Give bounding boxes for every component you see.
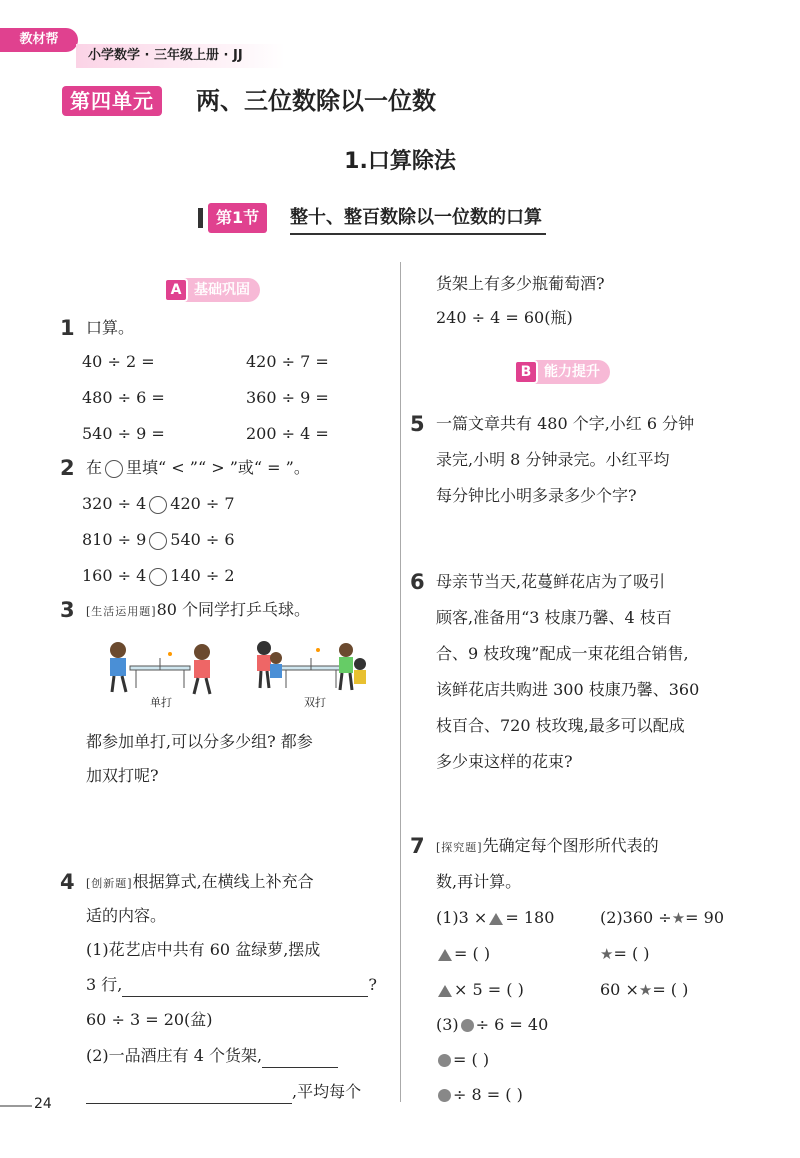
page-number: 24: [34, 1096, 52, 1112]
q6-line: 枝百合、720 枝玫瑰,最多可以配成: [436, 716, 685, 735]
star-icon: ★: [600, 945, 614, 963]
q7-tri-x5-eq: × 5 = ( ): [454, 980, 524, 999]
q4-line2: 适的内容。: [86, 906, 167, 925]
q6-line: 合、9 枝玫瑰”配成一束花组合销售,: [436, 644, 689, 663]
subject-label: 小学数学 · 三年级上册 · JJ: [76, 44, 308, 68]
q1-text: 口算。: [86, 318, 135, 337]
circle-blank: [105, 460, 123, 478]
q7-p1-label: (1)3 ×: [436, 908, 488, 927]
q4-p2-line2-post: ,平均每个: [292, 1082, 362, 1101]
q4-p1-line2-pre: 3 行,: [86, 975, 123, 994]
q7-star-eq: = ( ): [613, 944, 650, 963]
triangle-icon: [438, 949, 452, 961]
q7-star-60-eq: = ( ): [652, 980, 689, 999]
q2-number: 2: [60, 456, 75, 480]
q1-number: 1: [60, 316, 75, 340]
q4-line1-text: 根据算式,在横线上补充合: [132, 872, 314, 891]
triangle-icon: [489, 913, 503, 925]
circle-icon: [438, 1054, 451, 1067]
answer-line[interactable]: [86, 1085, 292, 1104]
q5-line: 一篇文章共有 480 个字,小红 6 分钟: [436, 414, 695, 433]
q7-p1-eq: = 180: [505, 908, 555, 927]
section-b-letter: B: [514, 360, 538, 384]
q1-item: 360 ÷ 9 =: [246, 388, 329, 407]
section-b-label: 能力提升: [544, 364, 600, 380]
q7-dot-answer: [436, 1048, 489, 1072]
triangle-icon: [438, 985, 452, 997]
q4-p2-line2: [86, 1080, 361, 1104]
q7-line2: 数,再计算。: [436, 872, 522, 891]
q1-item: 420 ÷ 7 =: [246, 352, 329, 371]
q7-star-60: [600, 978, 688, 1002]
circle-icon: [461, 1019, 474, 1032]
q2-left: 810 ÷ 9: [82, 530, 147, 549]
q7-dot-div8-eq: ÷ 8 = ( ): [453, 1085, 523, 1104]
q3-text: [86, 598, 310, 624]
double-play-illustration: [252, 636, 370, 698]
q7-p3-eq: ÷ 6 = 40: [475, 1015, 549, 1034]
q3-tag: [生活运用题]: [86, 605, 157, 618]
q2-text-post: 里填“ < ”“ > ”或“ = ”。: [126, 458, 310, 477]
q7-p3-label: (3): [436, 1015, 459, 1034]
column-divider: [400, 262, 401, 1102]
q6-number: 6: [410, 570, 425, 594]
q7-tag: [探究题]: [436, 841, 483, 854]
single-play-illustration: [100, 636, 220, 698]
q7-star-60-label: 60 ×: [600, 980, 639, 999]
q1-item: 540 ÷ 9 =: [82, 424, 165, 443]
circle-icon: [438, 1089, 451, 1102]
q2-left: 320 ÷ 4: [82, 494, 147, 513]
section-a-label: 基础巩固: [194, 282, 250, 298]
compare-circle[interactable]: [149, 496, 167, 514]
q7-tri-answer: [436, 942, 490, 966]
compare-circle[interactable]: [149, 568, 167, 586]
lesson-tag: 第1节: [208, 203, 267, 233]
q2-row: [82, 492, 235, 516]
q2-text-pre: 在: [86, 458, 103, 477]
lesson-bar-decoration: [198, 208, 203, 228]
q7-dot-div8: [436, 1083, 523, 1107]
caption-double: 双打: [304, 696, 326, 709]
q7-tri-x5: [436, 978, 524, 1002]
q2-text: [86, 456, 310, 480]
q7-number: 7: [410, 834, 425, 858]
q4-p2-line1-text: (2)一品酒庄有 4 个货架,: [86, 1046, 263, 1065]
q2-right: 540 ÷ 6: [170, 530, 235, 549]
q2-left: 160 ÷ 4: [82, 566, 147, 585]
q4-tag: [创新题]: [86, 877, 133, 890]
q3-line2: 加双打呢?: [86, 766, 159, 785]
q1-item: 40 ÷ 2 =: [82, 352, 155, 371]
star-icon: ★: [671, 909, 686, 927]
q4-p1-line1: (1)花艺店中共有 60 盆绿萝,摆成: [86, 940, 321, 959]
q1-item: 480 ÷ 6 =: [82, 388, 165, 407]
q7-p2-label: (2)360 ÷: [600, 908, 672, 927]
q3-line1: 都参加单打,可以分多少组? 都参: [86, 732, 313, 751]
q6-line: 顾客,准备用“3 枝康乃馨、4 枝百: [436, 608, 672, 627]
q2-row: [82, 564, 235, 588]
q4-line1: [86, 870, 314, 896]
section-a-letter: A: [164, 278, 188, 302]
answer-line[interactable]: [262, 1049, 338, 1068]
unit-title: 两、三位数除以一位数: [196, 87, 436, 115]
q6-line: 多少束这样的花束?: [436, 752, 573, 771]
compare-circle[interactable]: [149, 532, 167, 550]
q7-dot-eq: = ( ): [453, 1050, 490, 1069]
q5-line: 录完,小明 8 分钟录完。小红平均: [436, 450, 670, 469]
q7-line1-text: 先确定每个图形所代表的: [482, 836, 659, 855]
q5-line: 每分钟比小明多录多少个字?: [436, 486, 637, 505]
q7-p2-eq: = 90: [685, 908, 725, 927]
q7-p1: [436, 906, 554, 930]
q7-tri-eq: = ( ): [454, 944, 491, 963]
q4-continued-eq: 240 ÷ 4 = 60(瓶): [436, 308, 573, 327]
q1-item: 200 ÷ 4 =: [246, 424, 329, 443]
q4-number: 4: [60, 870, 75, 894]
q2-right: 420 ÷ 7: [170, 494, 235, 513]
answer-line[interactable]: [122, 978, 368, 997]
q7-star-answer: [600, 942, 650, 966]
q4-p1-eq: 60 ÷ 3 = 20(盆): [86, 1010, 213, 1029]
q4-p1-line2: [86, 973, 377, 997]
q4-p1-line2-post: ?: [368, 975, 377, 994]
q2-right: 140 ÷ 2: [170, 566, 235, 585]
section-a-badge: [164, 278, 260, 302]
caption-single: 单打: [150, 696, 172, 709]
q7-line1: [436, 834, 659, 860]
q6-line: 该鲜花店共购进 300 枝康乃馨、360: [436, 680, 700, 699]
q6-line: 母亲节当天,花蔓鲜花店为了吸引: [436, 572, 666, 591]
q2-row: [82, 528, 235, 552]
brand-tag: 教材帮: [0, 28, 78, 52]
page-line: [0, 1105, 32, 1107]
q7-p3: [436, 1013, 548, 1037]
q4-p2-line1: [86, 1044, 338, 1068]
q3-text-main: 80 个同学打乒乓球。: [156, 600, 311, 619]
q4-continued-line: 货架上有多少瓶葡萄酒?: [436, 274, 605, 293]
q7-p2: [600, 906, 724, 930]
section-b-badge: [514, 360, 610, 384]
q3-number: 3: [60, 598, 75, 622]
q5-number: 5: [410, 412, 425, 436]
section-title: 1.口算除法: [344, 149, 456, 174]
lesson-title: 整十、整百数除以一位数的口算: [290, 203, 546, 235]
unit-tag: 第四单元: [62, 86, 162, 116]
star-icon: ★: [638, 981, 653, 999]
